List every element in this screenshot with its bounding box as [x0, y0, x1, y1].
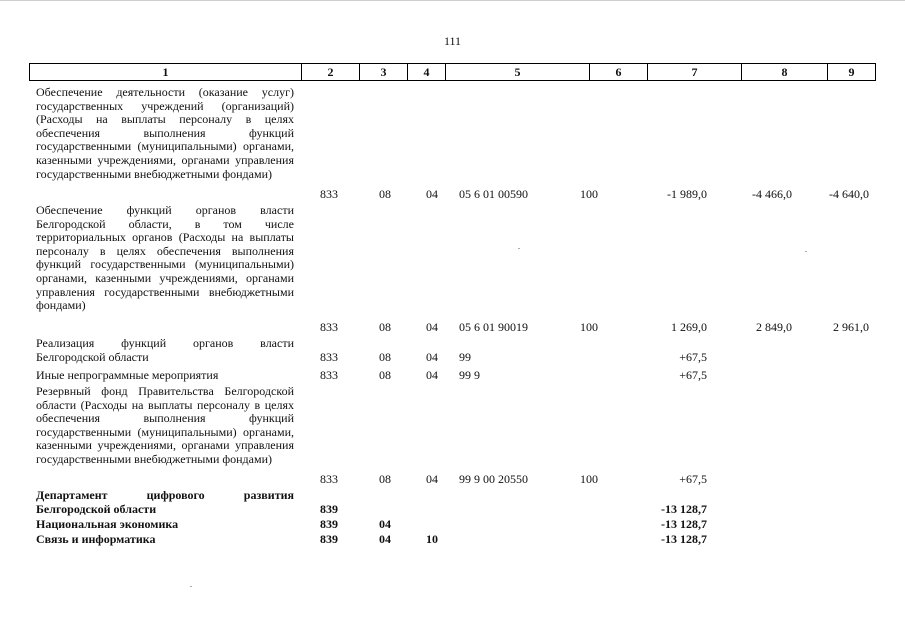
column-header-1: 1	[30, 64, 302, 80]
cell-col-6: 100	[580, 320, 598, 334]
row-description: Обеспечение функций органов власти Белгородской области, в том числе территориальных органов (Расходы на выплаты персоналу в целях обеспечения выполнения функций государственными (муниципальными) органами, казенными учреждениями, органами управления государственными внебюджетными фондами)	[36, 203, 294, 313]
scan-speck	[805, 251, 807, 252]
cell-col-2: 839	[320, 532, 338, 546]
row-description: Связь и информатика	[36, 532, 156, 546]
cell-col-2: 833	[320, 350, 338, 364]
column-header-8: 8	[742, 64, 828, 80]
top-border-line	[0, 0, 905, 1]
row-description: Резервный фонд Правительства Белгородской области (Расходы на выплаты персоналу в целях обеспечения выполнения функций государственными (муниципальными) органами, казенными учреждениями, органами управления государственными внебюджетными фондами)	[36, 384, 294, 466]
cell-col-2: 833	[320, 472, 338, 486]
row-description: Реализация функций органов власти Белгородской области	[36, 336, 294, 364]
page-number: 111	[443, 34, 462, 48]
table-header-row	[29, 63, 876, 81]
cell-col-6: 100	[580, 472, 598, 486]
row-description: Обеспечение деятельности (оказание услуг) государственных учреждений (организаций) (Расходы на выплаты персоналу в целях обеспечения выполнения функций государственными (муниципальными) органами, казенными учреждениями, органами управления государственными внебюджетными фондами)	[36, 85, 294, 181]
cell-col-9: -4 640,0	[829, 187, 869, 201]
cell-col-4: 04	[426, 472, 438, 486]
cell-col-2: 833	[320, 320, 338, 334]
column-header-7: 7	[648, 64, 742, 80]
cell-col-2: 833	[320, 368, 338, 382]
cell-col-3: 08	[379, 350, 391, 364]
cell-col-7: -13 128,7	[661, 517, 707, 531]
cell-col-7: +67,5	[679, 472, 707, 486]
cell-col-7: -1 989,0	[667, 187, 707, 201]
scan-speck	[518, 248, 520, 249]
cell-col-4: 10	[426, 532, 438, 546]
cell-col-9: 2 961,0	[833, 320, 869, 334]
cell-col-3: 08	[379, 320, 391, 334]
cell-col-8: -4 466,0	[752, 187, 792, 201]
row-description: Департамент цифрового развития	[36, 488, 294, 502]
cell-col-4: 04	[426, 368, 438, 382]
cell-col-7: 1 269,0	[671, 320, 707, 334]
scan-speck	[190, 586, 192, 587]
cell-col-4: 04	[426, 320, 438, 334]
cell-col-5: 05 6 01 00590	[459, 187, 528, 201]
cell-col-5: 99	[459, 350, 471, 364]
cell-col-2: 839	[320, 502, 338, 516]
cell-col-4: 04	[426, 187, 438, 201]
column-header-5: 5	[446, 64, 590, 80]
cell-col-4: 04	[426, 350, 438, 364]
cell-col-3: 04	[379, 532, 391, 546]
column-header-2: 2	[302, 64, 360, 80]
cell-col-3: 08	[379, 368, 391, 382]
cell-col-7: +67,5	[679, 350, 707, 364]
cell-col-5: 99 9	[459, 368, 480, 382]
cell-col-7: -13 128,7	[661, 502, 707, 516]
row-description: Белгородской области	[36, 502, 157, 516]
cell-col-2: 839	[320, 517, 338, 531]
cell-col-3: 08	[379, 187, 391, 201]
row-description: Иные непрограммные мероприятия	[36, 368, 219, 382]
cell-col-3: 08	[379, 472, 391, 486]
cell-col-7: -13 128,7	[661, 532, 707, 546]
cell-col-7: +67,5	[679, 368, 707, 382]
cell-col-2: 833	[320, 187, 338, 201]
column-header-4: 4	[408, 64, 446, 80]
cell-col-5: 99 9 00 20550	[459, 472, 528, 486]
column-header-3: 3	[360, 64, 408, 80]
cell-col-6: 100	[580, 187, 598, 201]
cell-col-8: 2 849,0	[756, 320, 792, 334]
cell-col-5: 05 6 01 90019	[459, 320, 528, 334]
column-header-9: 9	[848, 65, 855, 79]
row-description: Национальная экономика	[36, 517, 179, 531]
cell-col-3: 04	[379, 517, 391, 531]
column-header-6: 6	[590, 64, 648, 80]
